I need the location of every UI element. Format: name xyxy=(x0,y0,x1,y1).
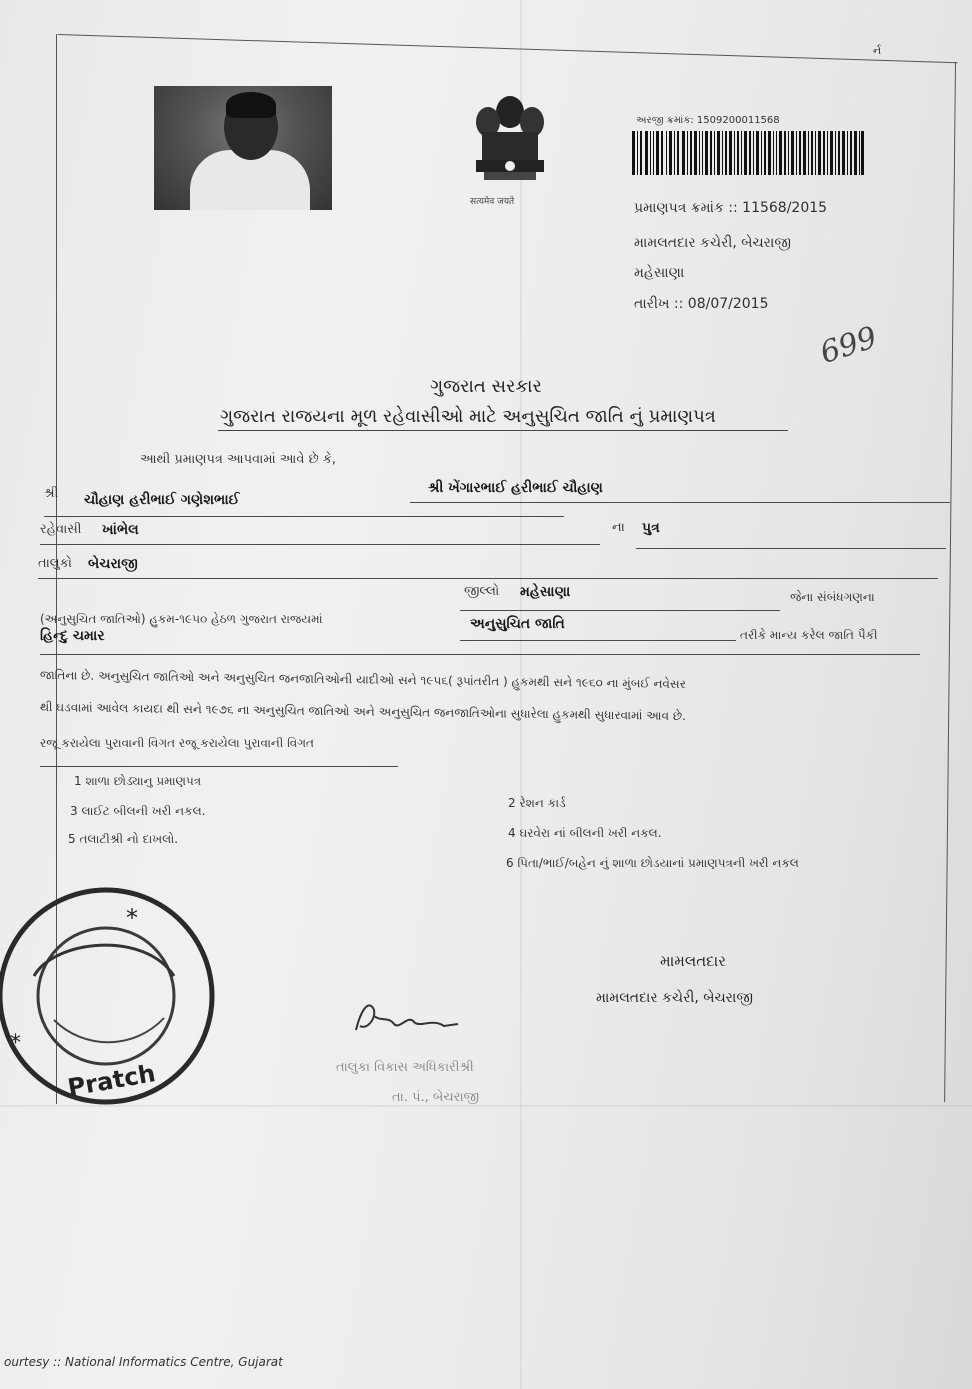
svg-text:Pratch: Pratch xyxy=(65,1059,158,1103)
intro-text: આથી પ્રમાણપત્ર આપવામાં આવે છે કે, xyxy=(140,452,337,467)
fill-line xyxy=(44,516,564,517)
document-item: 5 તલાટીશ્રી નો દાખલો. xyxy=(68,832,179,846)
father-prefix: શ્રી xyxy=(44,486,59,501)
fill-line xyxy=(410,502,950,503)
evidence-underline xyxy=(40,766,398,767)
district-label: જીલ્લો xyxy=(464,584,500,599)
district-value: મહેસાણા xyxy=(520,584,571,600)
certificate-title: ગુજરાત રાજયના મૂળ રહેવાસીઓ માટે અનુસુચિત જાતિ નું પ્રમાણપત્ર xyxy=(220,406,716,427)
certificate-number: પ્રમાણપત્ર ક્રમાંક :: 11568/2015 xyxy=(634,200,828,216)
fill-line xyxy=(636,548,946,549)
issue-date: તારીખ :: 08/07/2015 xyxy=(634,296,769,312)
evidence-heading: રજૂ કરાયેલા પુરાવાની વિગત રજૂ કરાયેલા પુરાવાની વિગત xyxy=(40,736,314,750)
faint-stamp-line-1: તાલુકા વિકાસ અધિકારીશ્રી xyxy=(336,1060,474,1075)
taluka-value: બેચરાજી xyxy=(88,556,138,572)
recognized-text: તરીકે માન્ય કરેલ જાતિ પૈકી xyxy=(740,628,878,642)
taluka-label: તાલુકો xyxy=(38,556,73,571)
handwritten-number: 699 xyxy=(815,320,882,371)
fill-line xyxy=(460,610,780,611)
svg-text:*: * xyxy=(10,1031,21,1056)
emblem-motto: सत्यमेव जयते xyxy=(470,197,515,207)
paragraph-1: જાતિના છે. અનુસુચિત જાતિઓ અને અનુસુચિત જનજાતિઓની યાદીઓ સને ૧૯૫૬( રૂપાંતરીત ) હુકમથી સને ૧૯૬૦ ના મુંબઈ નવેસર xyxy=(39,668,686,692)
national-emblem-icon xyxy=(464,92,556,202)
faint-stamp-line-2: તા. પં., બેચરાજી xyxy=(392,1090,480,1105)
svg-text:*: * xyxy=(126,904,138,932)
applicant-name: શ્રી ખેંગારભાઈ હરીભાઈ ચૌહાણ xyxy=(428,480,603,496)
signatory-title: મામલતદાર xyxy=(660,952,726,970)
fill-line xyxy=(40,654,920,655)
caste-value: હિન્દુ ચમાર xyxy=(40,628,105,644)
application-number: અરજી ક્રમાંક: 1509200011568 xyxy=(636,115,780,126)
top-mark: ર્ન xyxy=(873,44,882,57)
barcode xyxy=(632,131,864,175)
document-item: 6 પિતા/ભાઈ/બહેન નું શાળા છોડયાનાં પ્રમાણપત્રની ખરી નકલ xyxy=(506,856,799,870)
office-seal-icon xyxy=(0,880,218,1112)
category-value: અનુસુચિત જાતિ xyxy=(470,616,565,632)
resident-label: રહેવાસી xyxy=(40,522,82,537)
document-item: 2 રેશન કાર્ડ xyxy=(508,796,566,810)
father-name: ચૌહાણ હરીભાઈ ગણેશભાઈ xyxy=(84,492,240,508)
applicant-photo xyxy=(154,86,332,210)
signatory-office: મામલતદાર કચેરી, બેચરાજી xyxy=(596,990,753,1006)
document-item: 3 લાઈટ બીલની ખરી નકલ. xyxy=(70,804,206,818)
border-right xyxy=(944,62,956,1102)
document-item: 4 ઘરવેરા નાં બીલની ખરી નકલ. xyxy=(508,826,662,840)
issuing-district: મહેસાણા xyxy=(634,265,685,281)
document-item: 1 શાળા છોડ્યાનુ પ્રમાણપત્ર xyxy=(74,774,202,788)
relation-label: ના xyxy=(612,520,625,535)
relation-value: પુત્ર xyxy=(642,520,660,536)
issuing-office: મામલતદાર કચેરી, બેચરાજી xyxy=(634,235,791,251)
paper-fold xyxy=(520,0,522,1389)
order-text: (અનુસુચિત જાતિઓ) હુકમ-૧૯૫૦ હેઠળ ગુજરાત રાજયમાં xyxy=(40,612,323,626)
belongs-to-text: જેના સંબંધગણના xyxy=(790,590,875,604)
signature-mark xyxy=(348,996,468,1042)
resident-value: ખાંભેલ xyxy=(102,522,139,538)
fill-line xyxy=(38,578,938,579)
government-title: ગુજરાત સરકાર xyxy=(430,376,542,397)
fill-line xyxy=(40,544,600,545)
border-top xyxy=(58,34,958,63)
footer-courtesy: ourtesy :: National Informatics Centre, Gujarat xyxy=(4,1355,283,1369)
fill-line xyxy=(460,640,736,641)
paragraph-2: થી ઘડવામાં આવેલ કાયદા થી સને ૧૯૭૬ ના અનુસુચિત જાતિઓ અને અનુસુચિત જનજાતિઓના સુધારેલા હુકમથી સુધારવામાં આવ છે. xyxy=(39,700,686,724)
title-underline xyxy=(218,430,788,431)
